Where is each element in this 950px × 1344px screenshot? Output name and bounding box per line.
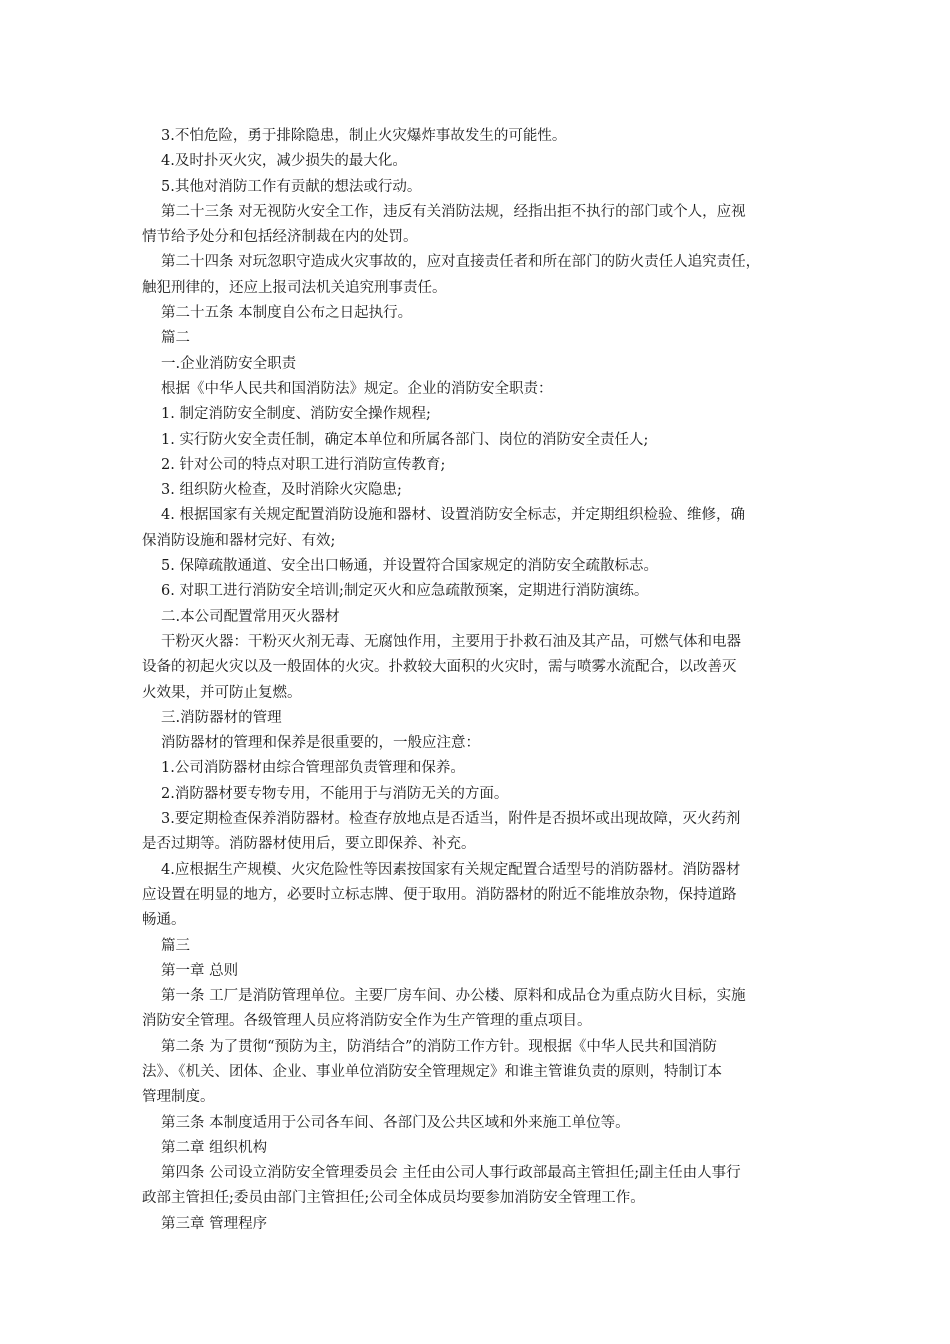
text-line: 第二十四条 对玩忽职守造成火灾事故的，应对直接责任者和所在部门的防火责任人追究责任， <box>161 254 761 271</box>
text-line: 2. 针对公司的特点对职工进行消防宣传教育; <box>161 456 446 473</box>
text-line: 3.要定期检查保养消防器材。检查存放地点是否适当，附件是否损坏或出现故障，灭火药剂 <box>161 811 741 828</box>
text-line: 5. 保障疏散通道、安全出口畅通，并设置符合国家规定的消防安全疏散标志。 <box>161 558 658 575</box>
text-line: 1.公司消防器材由综合管理部负责管理和保养。 <box>161 760 465 777</box>
text-line: 第四条 公司设立消防安全管理委员会 主任由公司人事行政部最高主管担任;副主任由人事行 <box>161 1165 741 1182</box>
text-line: 消防安全管理。各级管理人员应将消防安全作为生产管理的重点项目。 <box>142 1013 592 1030</box>
text-line: 第三条 本制度适用于公司各车间、各部门及公共区域和外来施工单位等。 <box>161 1114 630 1131</box>
text-line: 2.消防器材要专物专用，不能用于与消防无关的方面。 <box>161 785 509 802</box>
text-line: 第二十三条 对无视防火安全工作，违反有关消防法规，经指出拒不执行的部门或个人，应视 <box>161 203 746 220</box>
text-line: 根据《中华人民共和国消防法》规定。企业的消防安全职责： <box>161 380 553 397</box>
text-line: 一.企业消防安全职责 <box>161 355 297 372</box>
text-line: 法》、《机关、团体、企业、事业单位消防安全管理规定》和谁主管谁负责的原则，特制订本 <box>142 1063 722 1080</box>
text-line: 1. 实行防火安全责任制，确定本单位和所属各部门、岗位的消防安全责任人; <box>161 431 649 448</box>
text-line: 政部主管担任;委员由部门主管担任;公司全体成员均要参加消防安全管理工作。 <box>142 1190 645 1207</box>
text-line: 第二十五条 本制度自公布之日起执行。 <box>161 305 413 322</box>
text-line: 3. 组织防火检查，及时消除火灾隐患; <box>161 482 402 499</box>
text-line: 三.消防器材的管理 <box>161 709 282 726</box>
text-line: 二.本公司配置常用灭火器材 <box>161 608 340 625</box>
text-line: 管理制度。 <box>142 1089 215 1106</box>
text-line: 篇三 <box>161 937 190 954</box>
text-line: 第二条 为了贯彻“预防为主，防消结合”的消防工作方针。现根据《中华人民共和国消防 <box>161 1038 717 1055</box>
text-line: 第一条 工厂是消防管理单位。主要厂房车间、办公楼、原料和成品仓为重点防火目标，实施 <box>161 988 746 1005</box>
text-line: 1. 制定消防安全制度、消防安全操作规程; <box>161 406 431 423</box>
text-line: 保消防设施和器材完好、有效; <box>142 532 336 549</box>
text-line: 4.及时扑灭火灾，减少损失的最大化。 <box>161 153 407 170</box>
text-line: 第一章 总则 <box>161 962 239 979</box>
text-line: 设备的初起火灾以及一般固体的火灾。扑救较大面积的火灾时，需与喷雾水流配合，以改善灭 <box>142 659 737 676</box>
document-page <box>142 124 817 1237</box>
text-line: 情节给予处分和包括经济制裁在内的处罚。 <box>142 229 418 246</box>
text-line: 5.其他对消防工作有贡献的想法或行动。 <box>161 178 422 195</box>
text-line: 篇二 <box>161 330 190 347</box>
text-line: 消防器材的管理和保养是很重要的，一般应注意： <box>161 735 480 752</box>
text-line: 4. 根据国家有关规定配置消防设施和器材、设置消防安全标志，并定期组织检验、维修，确 <box>161 507 745 524</box>
text-line: 第二章 组织机构 <box>161 1139 268 1156</box>
text-line: 第三章 管理程序 <box>161 1215 268 1232</box>
text-line: 3.不怕危险，勇于排除隐患，制止火灾爆炸事故发生的可能性。 <box>161 128 567 144</box>
text-line: 是否过期等。消防器材使用后，要立即保养、补充。 <box>142 836 476 853</box>
text-line: 应设置在明显的地方，必要时立标志牌、便于取用。消防器材的附近不能堆放杂物，保持道路 <box>142 886 737 903</box>
text-line: 干粉灭火器：干粉灭火剂无毒、无腐蚀作用，主要用于扑救石油及其产品，可燃气体和电器 <box>161 633 741 650</box>
text-line: 触犯刑律的，还应上报司法机关追究刑事责任。 <box>142 279 447 296</box>
text-line: 4.应根据生产规模、火灾危险性等因素按国家有关规定配置合适型号的消防器材。消防器材 <box>161 861 741 878</box>
text-line: 6. 对职工进行消防安全培训;制定灭火和应急疏散预案，定期进行消防演练。 <box>161 583 649 600</box>
text-line: 畅通。 <box>142 912 186 929</box>
text-line: 火效果，并可防止复燃。 <box>142 684 302 701</box>
